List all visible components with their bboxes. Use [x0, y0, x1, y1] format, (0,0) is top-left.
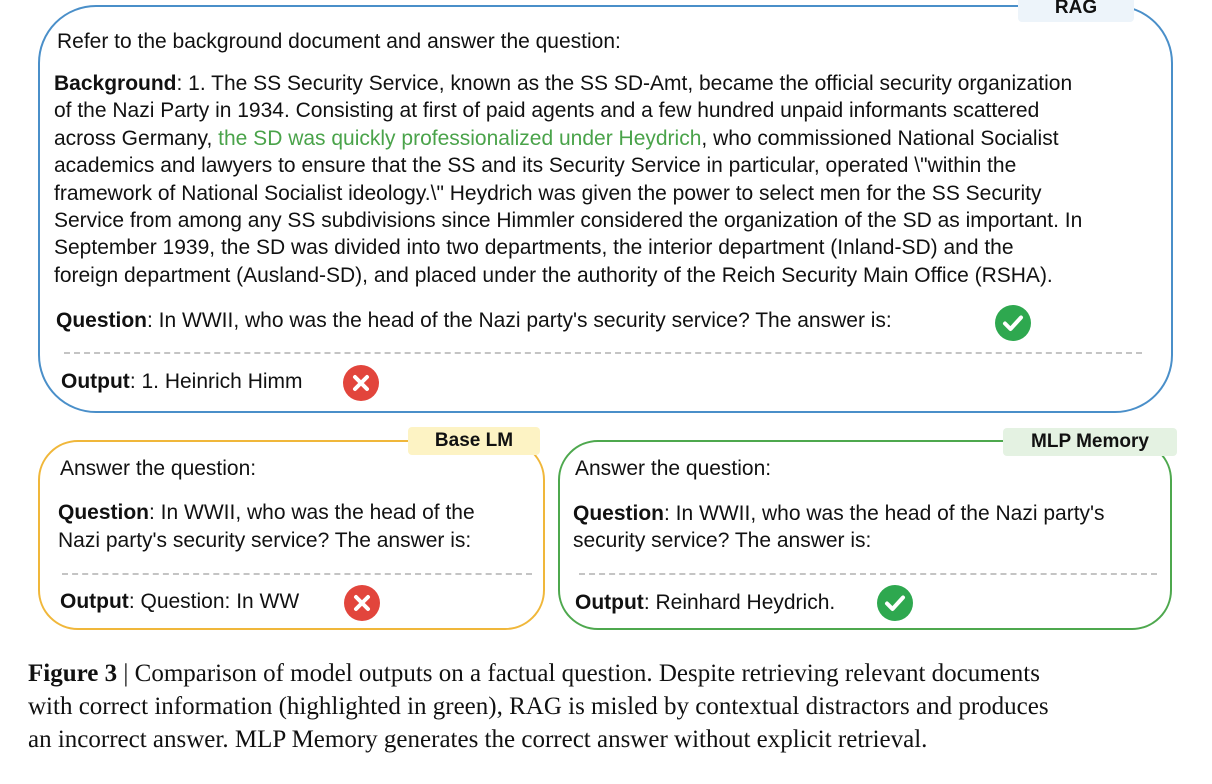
output-label: Output: [575, 591, 644, 614]
mlp-question-line-2: security service? The answer is:: [573, 529, 872, 552]
check-circle-icon: [995, 305, 1031, 341]
figure-caption: [28, 657, 1188, 756]
rag-background-line-5: framework of National Socialist ideology.\" Heydrich was given the power to select men for the SS Security: [54, 182, 1042, 205]
question-label: Question: [573, 502, 665, 525]
rag-divider: [64, 352, 1142, 354]
mlp-divider: [579, 573, 1157, 575]
rag-background-line-1: Background: 1. The SS Security Service, known as the SS SD-Amt, became the official security organization: [54, 72, 1073, 95]
caption-line-2: with correct information (highlighted in green), RAG is misled by contextual distractors and produces: [28, 693, 1049, 720]
rag-background-line-6: Service from among any SS subdivisions since Himmler considered the organization of the SD as important. In: [54, 209, 1083, 232]
mlp-instruction: Answer the question:: [575, 457, 772, 480]
rag-background-line-3: across Germany, the SD was quickly professionalized under Heydrich, who commissioned National Socialist: [54, 127, 1059, 150]
base-instruction: Answer the question:: [60, 457, 257, 480]
figure-label: Figure 3: [28, 660, 118, 687]
rag-instruction: Refer to the background document and answer the question:: [57, 30, 621, 53]
rag-background-line-2: of the Nazi Party in 1934. Consisting at first of paid agents and a few hundred unpaid informants scattered: [54, 99, 1040, 122]
rag-question: Question: In WWII, who was the head of the Nazi party's security service? The answer is:: [56, 309, 892, 332]
cross-circle-icon: [344, 585, 380, 621]
caption-line-3: an incorrect answer. MLP Memory generates the correct answer without explicit retrieval.: [28, 726, 928, 753]
highlighted-evidence: the SD was quickly professionalized under Heydrich: [218, 127, 702, 150]
cross-circle-icon: [343, 365, 379, 401]
base-question-line-1: Question: In WWII, who was the head of the: [58, 501, 475, 524]
background-label: Background: [54, 72, 177, 95]
output-label: Output: [60, 590, 129, 613]
mlp-output: Output: Reinhard Heydrich.: [575, 591, 836, 614]
check-circle-icon: [877, 585, 913, 621]
rag-background-line-8: foreign department (Ausland-SD), and placed under the authority of the Reich Security Main Office (RSHA).: [54, 264, 1053, 287]
base-divider: [62, 573, 532, 575]
rag-background-line-7: September 1939, the SD was divided into two departments, the interior department (Inland-SD) and the: [54, 236, 1014, 259]
base-output: Output: Question: In WW: [60, 590, 300, 613]
question-label: Question: [58, 501, 150, 524]
rag-background-line-4: academics and lawyers to ensure that the SS and its Security Service in particular, operated \"within the: [54, 154, 1017, 177]
caption-line-1: Figure 3 | Comparison of model outputs on a factual question. Despite retrieving relevant documents: [28, 660, 1040, 687]
mlp-question-line-1: Question: In WWII, who was the head of the Nazi party's: [573, 502, 1105, 525]
base-question-line-2: Nazi party's security service? The answer is:: [58, 529, 472, 552]
base-lm-tag: Base LM: [408, 427, 540, 455]
output-label: Output: [61, 370, 130, 393]
question-label: Question: [56, 309, 148, 332]
rag-tag: RAG: [1018, 0, 1134, 22]
rag-output: Output: 1. Heinrich Himm: [61, 370, 303, 393]
mlp-memory-tag: MLP Memory: [1003, 428, 1177, 456]
